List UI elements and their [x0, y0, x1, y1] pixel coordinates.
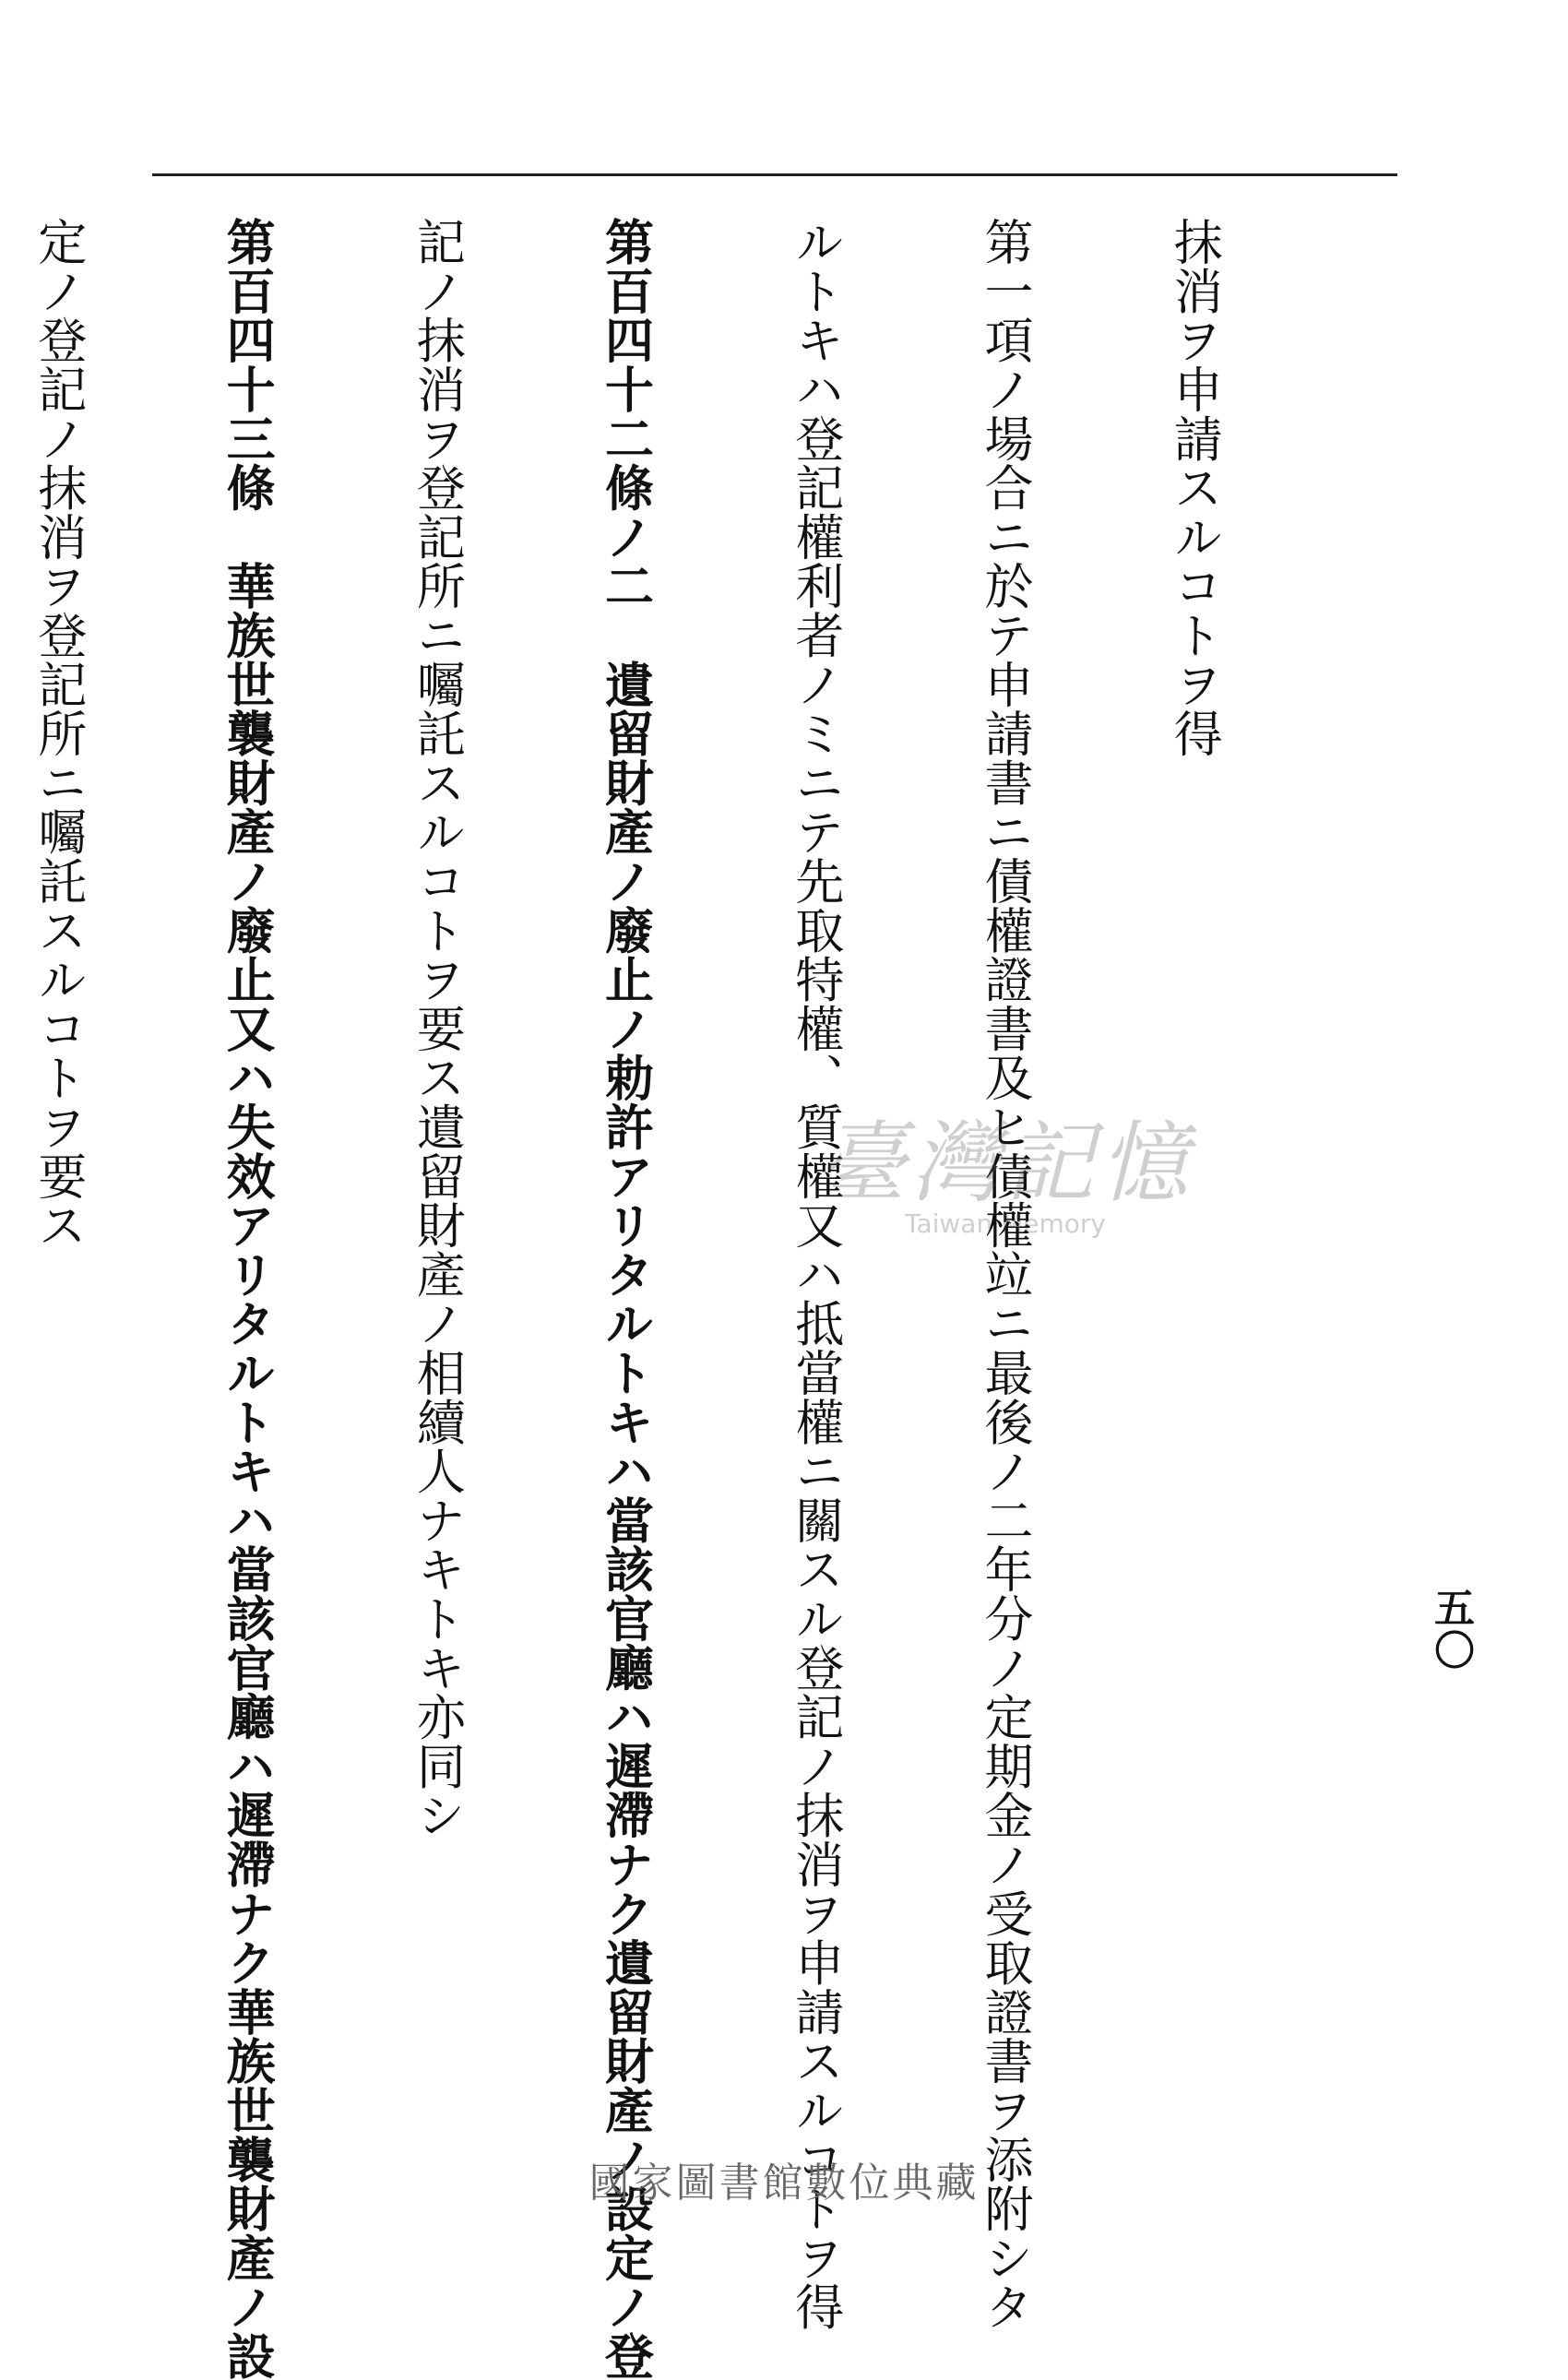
watermark-main: 臺灣記憶	[817, 1112, 1194, 1215]
article-column: 第百四十三條 華族世襲財產ノ廢止又ハ失效アリタルトキハ當該官廳ハ遲滯ナク華族世襲財產ノ設	[219, 217, 277, 2380]
text-column: 第一項ノ場合ニ於テ申請書ニ債權證書及ヒ債權竝ニ最後ノ二年分ノ定期金ノ受取證書ヲ添附シタ	[976, 217, 1033, 2331]
article-column: 第百四十二條ノ二 遺留財產ノ廢止ノ勅許アリタルトキハ當該官廳ハ遲滯ナク遺留財產ノ設定ノ登	[597, 217, 655, 2380]
header-rule	[152, 173, 1397, 176]
text-column: 記ノ抹消ヲ登記所ニ囑託スルコトヲ要ス遺留財產ノ相續人ナキトキ亦同シ	[409, 217, 466, 1839]
footer-credit: 國家圖書館數位典藏	[588, 2160, 980, 2207]
text-column: ルトキハ登記權利者ノミニテ先取特權、質權又ハ抵當權ニ關スル登記ノ抹消ヲ申請スルコトヲ得	[787, 217, 844, 2331]
text-column: 抹消ヲ申請スルコトヲ得	[1166, 217, 1223, 758]
watermark-logo	[812, 1093, 1199, 1239]
text-column: 定ノ登記ノ抹消ヲ登記所ニ囑託スルコトヲ要ス	[30, 217, 87, 1250]
page-number: 五〇	[1427, 1587, 1474, 1672]
watermark-sub: Taiwan Memory	[905, 1208, 1106, 1239]
